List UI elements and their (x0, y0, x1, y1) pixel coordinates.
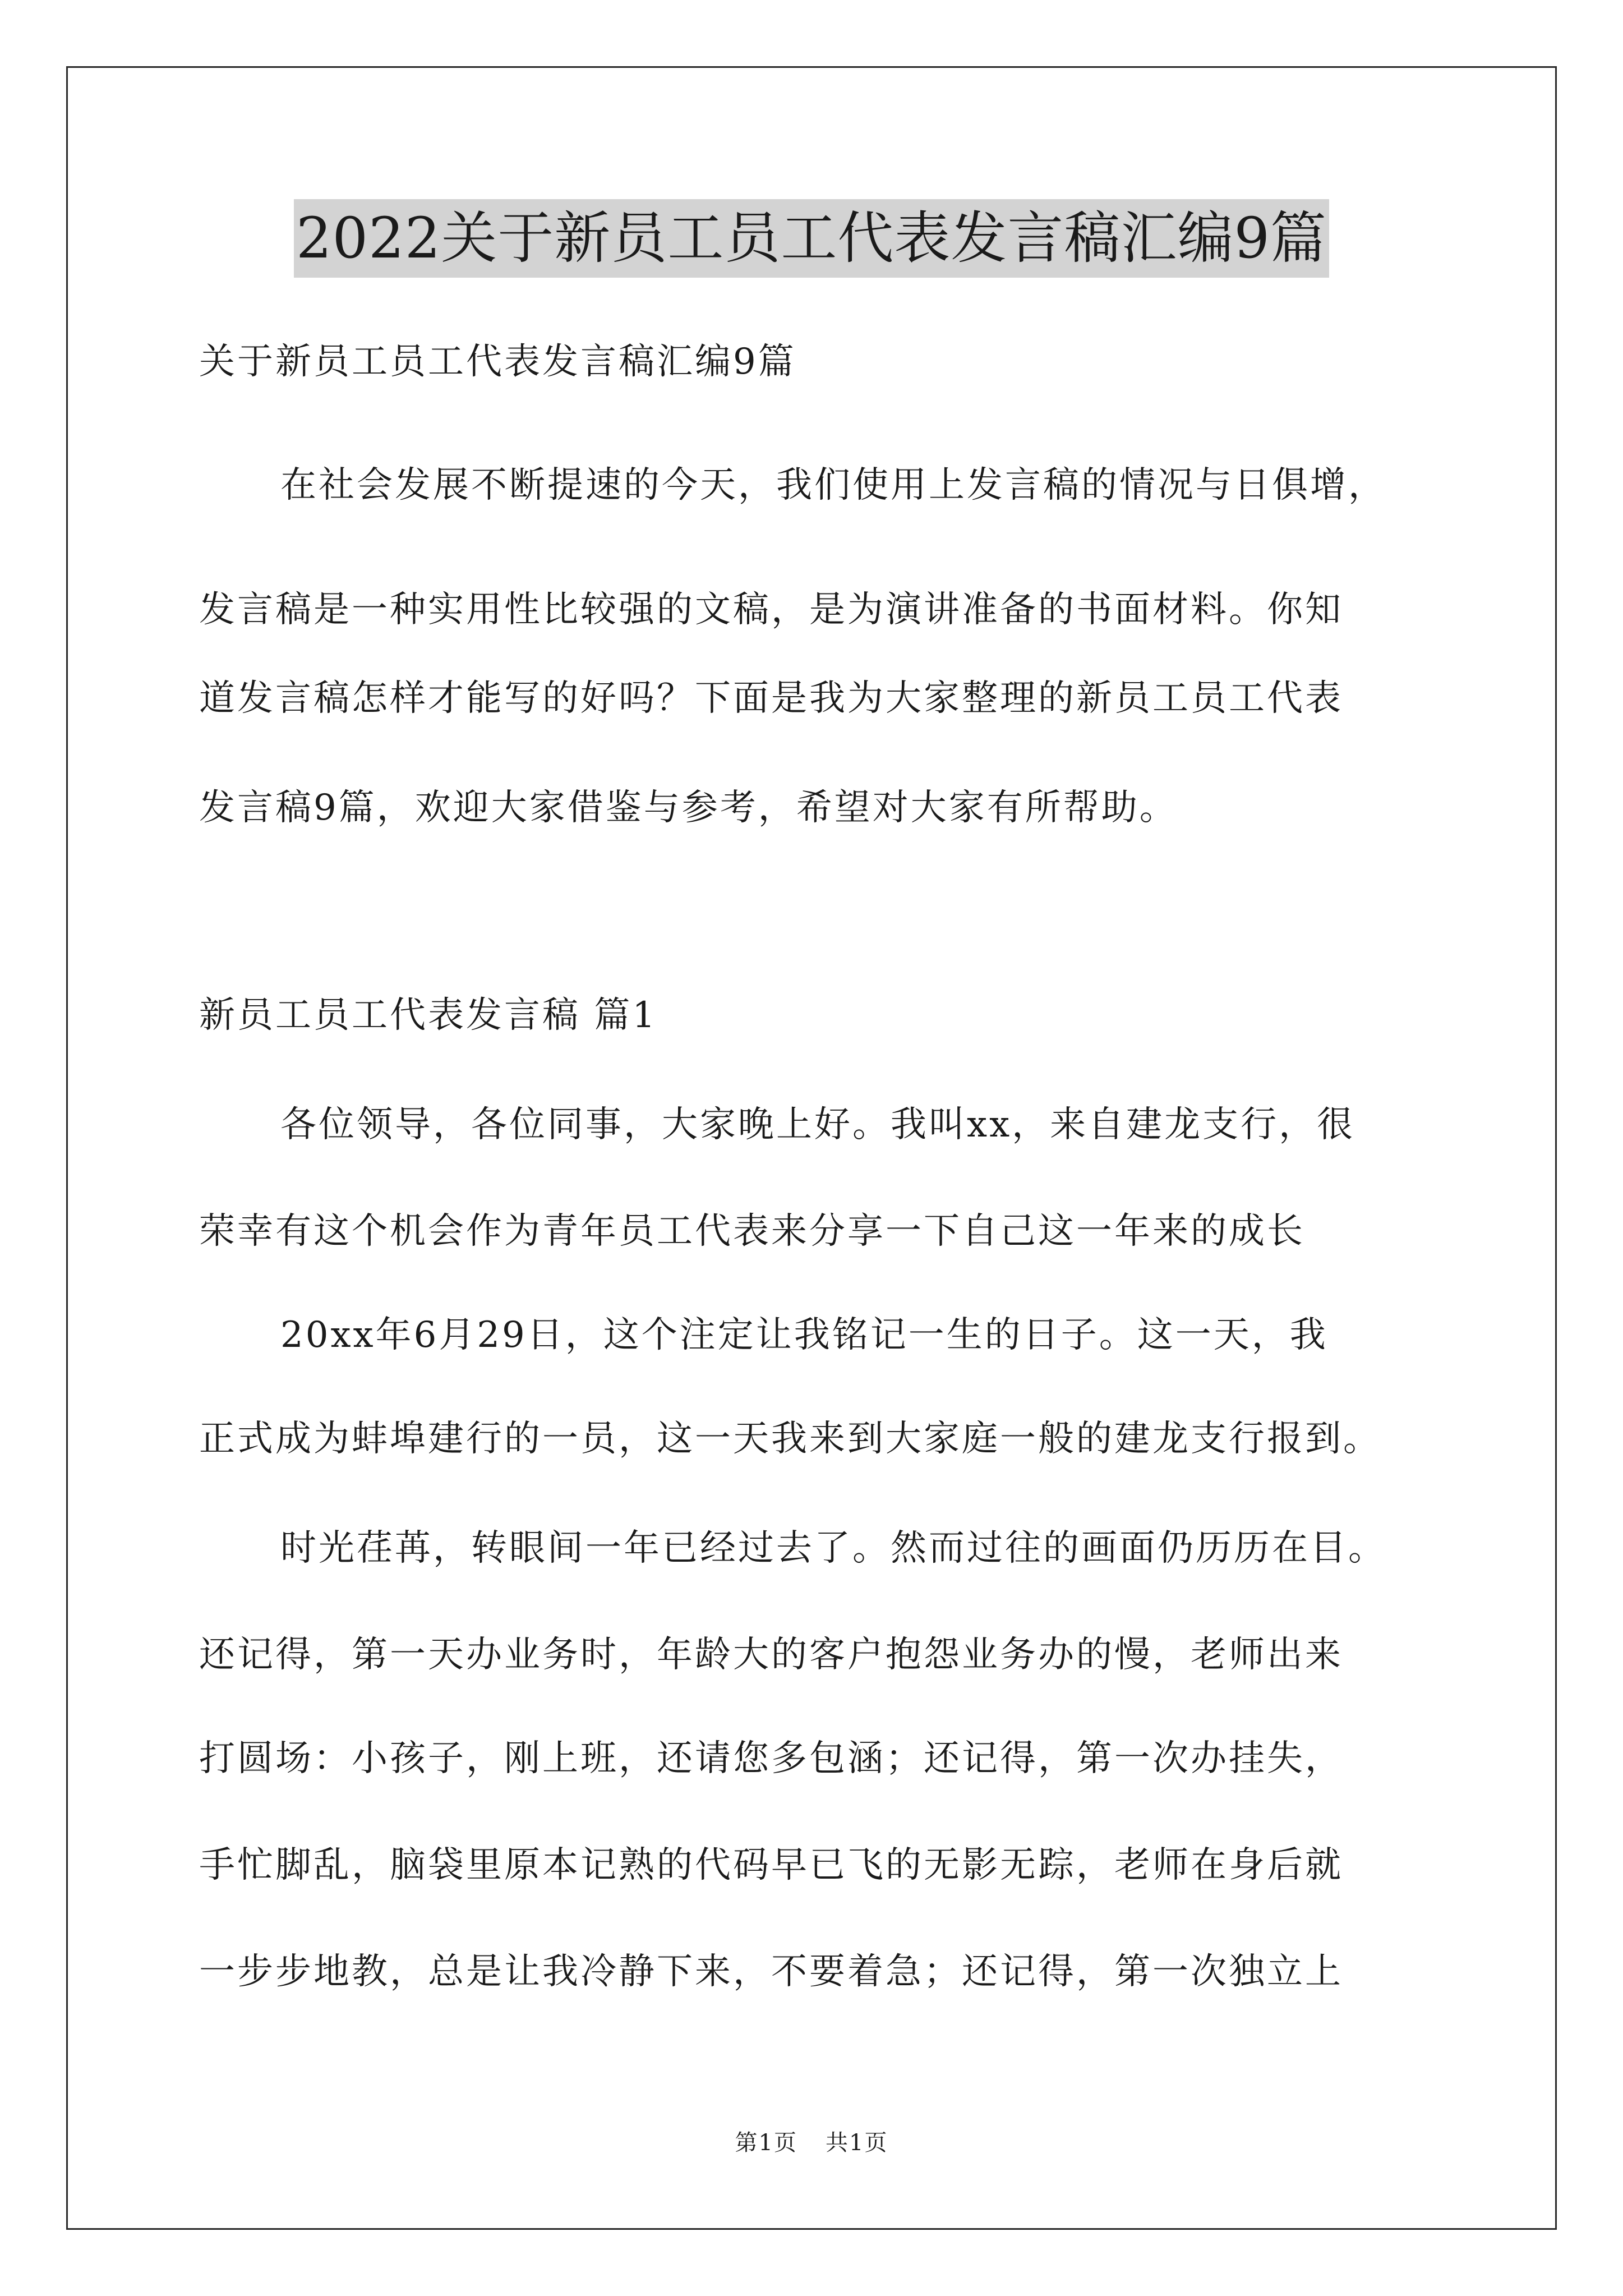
paragraph-line: 荣幸有这个机会作为青年员工代表来分享一下自己这一年来的成长 (199, 1211, 1305, 1252)
paragraph-line: 20xx年6月29日，这个注定让我铭记一生的日子。这一天，我 (280, 1314, 1328, 1356)
subtitle-line: 关于新员工员工代表发言稿汇编9篇 (199, 341, 796, 383)
paragraph-line: 一步步地教，总是让我冷静下来，不要着急；还记得，第一次独立上 (199, 1951, 1343, 1993)
paragraph-line: 发言稿是一种实用性比较强的文稿，是为演讲准备的书面材料。你知 (199, 589, 1343, 631)
page-footer (0, 2126, 1623, 2160)
paragraph-line: 手忙脚乱，脑袋里原本记熟的代码早已飞的无影无踪，老师在身后就 (199, 1844, 1343, 1886)
document-title (0, 199, 1623, 278)
paragraph-line: 各位领导，各位同事，大家晚上好。我叫xx，来自建龙支行，很 (280, 1104, 1355, 1145)
section-heading: 新员工员工代表发言稿 篇1 (199, 995, 658, 1036)
paragraph-line: 在社会发展不断提速的今天，我们使用上发言稿的情况与日俱增， (280, 464, 1386, 506)
paragraph-line: 发言稿9篇，欢迎大家借鉴与参考，希望对大家有所帮助。 (199, 787, 1178, 829)
page-number-total: 共1页 (826, 2130, 888, 2156)
paragraph-line: 还记得，第一天办业务时，年龄大的客户抱怨业务办的慢，老师出来 (199, 1634, 1343, 1676)
page-number-current: 第1页 (735, 2130, 797, 2156)
paragraph-line: 道发言稿怎样才能写的好吗？下面是我为大家整理的新员工员工代表 (199, 678, 1343, 719)
paragraph-line: 打圆场：小孩子，刚上班，还请您多包涵；还记得，第一次办挂失， (199, 1738, 1343, 1779)
paragraph-line: 时光荏苒，转眼间一年已经过去了。然而过往的画面仍历历在目。 (280, 1527, 1386, 1569)
paragraph-line: 正式成为蚌埠建行的一员，这一天我来到大家庭一般的建龙支行报到。 (199, 1418, 1381, 1460)
document-title-text: 2022关于新员工员工代表发言稿汇编9篇 (294, 199, 1329, 278)
